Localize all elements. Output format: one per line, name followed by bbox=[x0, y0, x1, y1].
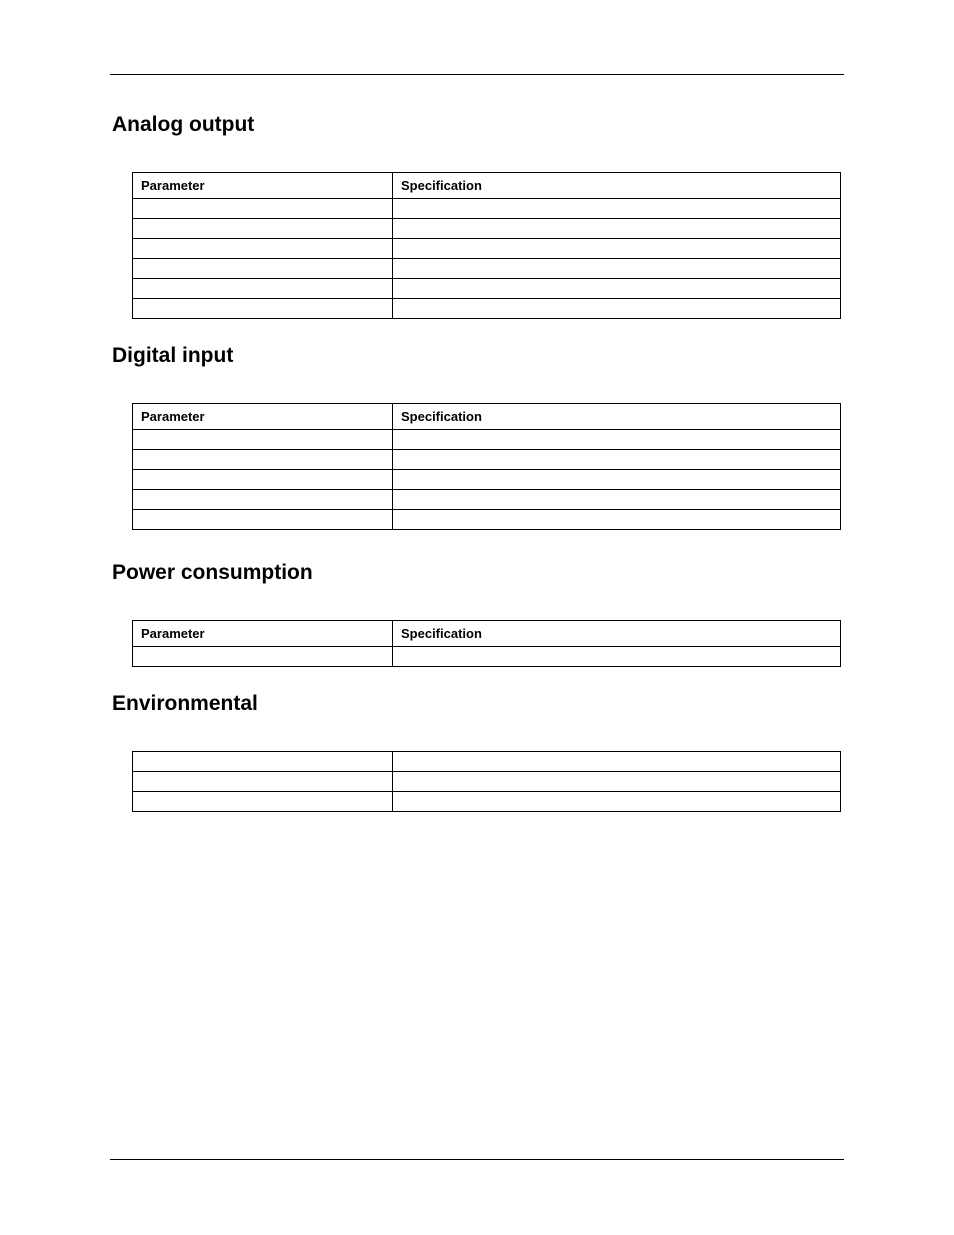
parameter-cell bbox=[133, 430, 393, 450]
table-header-row bbox=[133, 621, 841, 647]
specification-cell bbox=[393, 490, 841, 510]
specification-cell bbox=[393, 430, 841, 450]
section-heading-analog-output: Analog output bbox=[112, 113, 255, 136]
table-row bbox=[133, 259, 841, 279]
parameter-cell bbox=[133, 219, 393, 239]
column-header-parameter: Parameter bbox=[133, 404, 393, 430]
parameter-cell bbox=[133, 450, 393, 470]
column-header-specification: Specification bbox=[393, 404, 841, 430]
table-row bbox=[133, 510, 841, 530]
table-row bbox=[133, 647, 841, 667]
parameter-cell bbox=[133, 647, 393, 667]
specification-cell bbox=[393, 647, 841, 667]
table-row bbox=[133, 279, 841, 299]
parameter-cell bbox=[133, 510, 393, 530]
footer-rule bbox=[110, 1159, 844, 1160]
section-heading-digital-input: Digital input bbox=[112, 344, 234, 367]
table-row bbox=[133, 430, 841, 450]
specification-cell bbox=[393, 510, 841, 530]
parameter-cell bbox=[133, 239, 393, 259]
parameter-cell bbox=[133, 470, 393, 490]
power-consumption-table bbox=[132, 620, 841, 667]
specification-cell bbox=[393, 299, 841, 319]
table-row bbox=[133, 490, 841, 510]
parameter-cell bbox=[133, 772, 393, 792]
column-header-specification: Specification bbox=[393, 621, 841, 647]
table-header-row bbox=[133, 173, 841, 199]
specification-cell bbox=[393, 792, 841, 812]
specification-cell bbox=[393, 259, 841, 279]
specification-cell bbox=[393, 772, 841, 792]
table-row bbox=[133, 219, 841, 239]
digital-input-table bbox=[132, 403, 841, 530]
table-row bbox=[133, 792, 841, 812]
table-row bbox=[133, 470, 841, 490]
specification-cell bbox=[393, 219, 841, 239]
header-rule bbox=[110, 74, 844, 75]
table-row bbox=[133, 450, 841, 470]
table-header-row bbox=[133, 404, 841, 430]
table-row bbox=[133, 199, 841, 219]
section-heading-power-consumption: Power consumption bbox=[112, 561, 313, 584]
specification-cell bbox=[393, 239, 841, 259]
parameter-cell bbox=[133, 199, 393, 219]
specification-cell bbox=[393, 279, 841, 299]
specification-cell bbox=[393, 199, 841, 219]
column-header-parameter: Parameter bbox=[133, 173, 393, 199]
parameter-cell bbox=[133, 259, 393, 279]
specification-cell bbox=[393, 752, 841, 772]
parameter-cell bbox=[133, 490, 393, 510]
parameter-cell bbox=[133, 752, 393, 772]
specification-cell bbox=[393, 450, 841, 470]
parameter-cell bbox=[133, 299, 393, 319]
table-row bbox=[133, 772, 841, 792]
column-header-parameter: Parameter bbox=[133, 621, 393, 647]
parameter-cell bbox=[133, 792, 393, 812]
environmental-table bbox=[132, 751, 841, 812]
table-row bbox=[133, 299, 841, 319]
analog-output-table bbox=[132, 172, 841, 319]
section-heading-environmental: Environmental bbox=[112, 692, 258, 715]
parameter-cell bbox=[133, 279, 393, 299]
table-row bbox=[133, 239, 841, 259]
column-header-specification: Specification bbox=[393, 173, 841, 199]
table-row bbox=[133, 752, 841, 772]
specification-cell bbox=[393, 470, 841, 490]
